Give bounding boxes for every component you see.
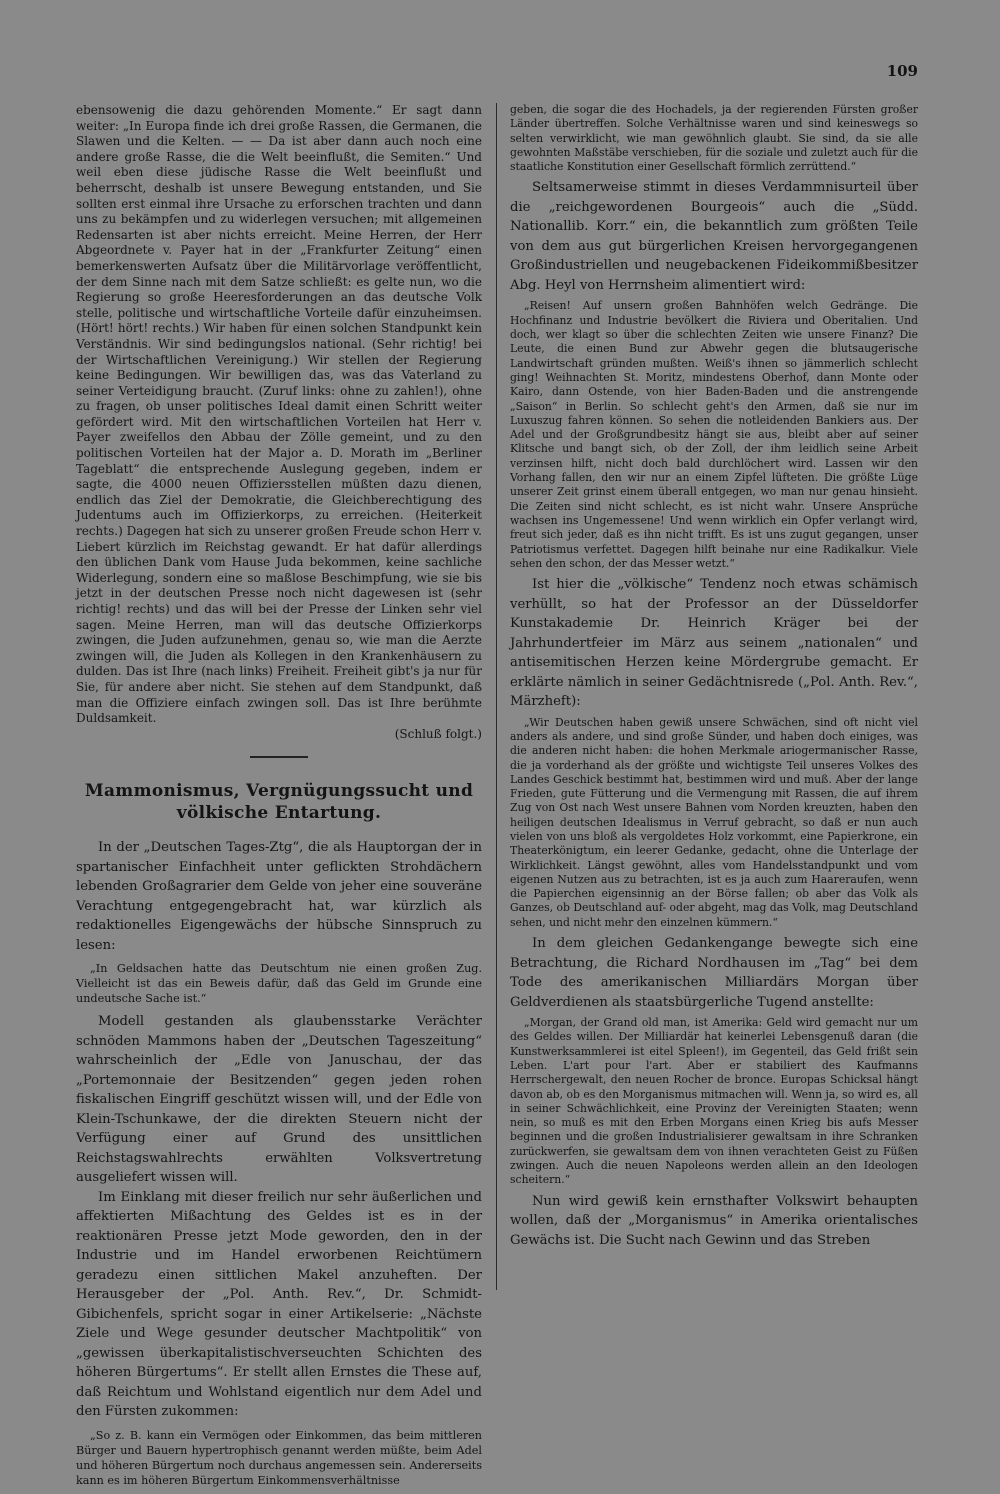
paragraph: In dem gleichen Gedankengange bewegte sich eine Betrachtung, die Richard Nordhausen im „Tag“ bei dem Tode des amerikanischen Milliardärs Morgan über Geldverdienen als staatsbürgerliche Tugend anstellte:: [510, 936, 918, 1010]
article-headline: Mammonismus, Vergnügungssucht und völkische Entartung.: [84, 781, 474, 824]
continuation-note: (Schluß folgt.): [394, 726, 482, 741]
separator-rule: [250, 756, 308, 758]
block-quote: geben, die sogar die des Hochadels, ja der regierenden Fürsten großer Länder übertreffen. Solche Verhältnisse waren und sind keineswegs so selten verwirklicht, wie man gewöhnlich glaubt. Sie sind, da sie alle gewohnten Maßstäbe verschieben, für die soziale und zuletzt auch für die staatliche Konstitution einer Gesellschaft förmlich zerrüttend.“: [510, 103, 918, 174]
block-quote: „Morgan, der Grand old man, ist Amerika: Geld wird gemacht nur um des Geldes willen. Der Milliardär hat keinerlei Lebensgenuß daran (die Kunstwerksammlerei ist eitel Spleen!), im Gegenteil, das Geld frißt sein Leben. L'art pour l'art. Aber er stabiliert des Kaufmanns Herrschergewalt, den neuen Rocher de bronce. Europas Schicksal hängt davon ab, ob es den Morganismus mitmachen will. Wenn ja, so wird es, all in seiner Schwächlichkeit, eine Provinz der Vereinigten Staaten; wenn nein, so muß es mit den Erben Morgans einen Krieg bis aufs Messer beginnen und die großen Industrialisierer gewaltsam in ihre Schranken zurückwerfen, sie gewaltsam dem von ihnen verachteten Geist zu Füßen zwingen. Auch die neuen Napoleons werden allein an den Ideologen scheitern.“: [510, 1016, 918, 1187]
block-quote: „In Geldsachen hatte das Deutschtum nie einen großen Zug. Vielleicht ist das ein Beweis dafür, daß das Geld im Grunde eine undeutsche Sache ist.“: [76, 962, 482, 1006]
block-quote: „Reisen! Auf unsern großen Bahnhöfen welch Gedränge. Die Hochfinanz und Industrie bevölkert die Riviera und Oberitalien. Und doch, wer klagt so über die schlechten Zeiten wie unsere Finanz? Die Leute, die einen Bund zur Abwehr gegen die blutsaugerische Landwirtschaft gründen mußten. Weiß's ihnen so jämmerlich schlecht ging! Weihnachten St. Moritz, mindestens Oberhof, dann Monte oder Kairo, dann Ostende, von hier Baden-Baden und die anstrengende „Saison“ in Berlin. So schlecht geht's den Armen, daß sie nur im Luxuszug fahren können. So sehen die notleidenden Bankiers aus. Der Adel und der Großgrundbesitz hängt sie aus, bleibt aber auf seiner Klitsche und bangt sich, ob der Zoll, der ihm leidlich seine Arbeit verzinsen hilft, nicht doch bald durchlöchert wird. Lassen wir den Vorhang fallen, den wir nur an einem Zipfel lüfteten. Die größte Lüge unserer Zeit grinst einem überall entgegen, wo man nur genau hinsieht. Die Zeiten sind nicht schlecht, es ist nicht wahr. Unsere Ansprüche wachsen ins Ungemessene! Und wenn wirklich ein Opfer verlangt wird, freut sich jeder, daß es ihn nicht trifft. Es ist uns zugut gegangen, unser Patriotismus verfettet. Dagegen hilft beinahe nur eine Radikalkur. Viele sehen den schon, der das Messer wetzt.“: [510, 299, 918, 570]
paragraph: In der „Deutschen Tages-Ztg“, die als Hauptorgan der in spartanischer Einfachheit unter geflickten Strohdächern lebenden Großagrarier dem Gelde von jeher eine souveräne Verachtung entgegengebracht hat, war kürzlich als redaktionelles Eigengewächs der hübsche Sinnspruch zu lesen:: [76, 840, 482, 953]
paragraph: Modell gestanden als glaubensstarke Verächter schnöden Mammons haben der „Deutschen Tageszeitung“ wahrscheinlich der „Edle von Januschau, der das „Portemonnaie der Besitzenden“ gegen jeden rohen fiskalischen Eingriff geschützt wissen will, und der Edle von Klein-Tschunkawe, der die direkten Steuern nicht der Verfügung einer auf Grund des unsittlichen Reichstagswahlrechts erwählten Volksvertretung ausgeliefert wissen will.: [76, 1014, 482, 1186]
block-quote: „So z. B. kann ein Vermögen oder Einkommen, das beim mittleren Bürger und Bauern hypertrophisch genannt werden müßte, beim Adel und höheren Bürgertum noch durchaus angemessen sein. Andererseits kann es im höheren Bürgertum Einkommensverhältnisse: [76, 1428, 482, 1487]
paragraph: Ist hier die „völkische“ Tendenz noch etwas schämisch verhüllt, so hat der Professor an der Düsseldorfer Kunstakademie Dr. Heinrich Kräger bei der Jahrhundertfeier im März aus seinem „nationalen“ und antisemitischen Herzen keine Mördergrube gemacht. Er erklärte nämlich in seiner Gedächtnisrede („Pol. Anth. Rev.“, Märzheft):: [510, 577, 918, 710]
paragraph: Nun wird gewiß kein ernsthafter Volkswirt behaupten wollen, daß der „Morganismus“ in Amerika orientalisches Gewächs ist. Die Sucht nach Gewinn und das Streben: [510, 1193, 918, 1248]
paragraph: ebensowenig die dazu gehörenden Momente.“ Er sagt dann weiter: „In Europa finde ich drei große Rassen, die Germanen, die Slawen und die Kelten. — — Da ist aber dann auch noch eine andere große Rasse, die die Welt beeinflußt, die Semiten.“ Und weil eben diese jüdische Rasse die Welt beeinflußt und beherrscht, deshalb ist unsere Bewegung entstanden, und Sie sollten erst einmal ihre Ursache zu erforschen trachten und dann uns zu bekämpfen und zu widerlegen versuchen; mit allgemeinen Redensarten ist aber nichts erreicht. Meine Herren, der Herr Abgeordnete v. Payer hat in der „Frankfurter Zeitung“ einen bemerkenswerten Aufsatz über die Militärvorlage veröffentlicht, der dem Sinne nach mit dem Satze schließt: es gelte nun, wo die Regierung so große Heeresforderungen an das deutsche Volk stelle, politische und wirtschaftliche Vorteile dafür einzuheimsen. (Hört! hört! rechts.) Wir haben für einen solchen Standpunkt kein Verständnis. Wir sind bedingungslos national. (Sehr richtig! bei der Wirtschaftlichen Vereinigung.) Wir stellen der Regierung keine Bedingungen. Wir bewilligen das, was das Vaterland zu seiner Verteidigung braucht. (Zuruf links: ohne zu zahlen!), ohne zu fragen, ob unser politisches Ideal damit einen Schritt weiter gefördert wird. Mit den wirtschaftlichen Vorteilen hat Herr v. Payer zweifellos den Abbau der Zölle gemeint, und zu den politischen Vorteilen hat der Major a. D. Morath im „Berliner Tageblatt“ die entsprechende Auslegung gegeben, indem er sagte, die 4000 neuen Offiziersstellen müßten dazu dienen, endlich das Ziel der Demokratie, die Gleichberechtigung des Judentums auch im Offizierkorps, zu erreichen. (Heiterkeit rechts.) Dagegen hat sich zu unserer großen Freude schon Herr v. Liebert kürzlich im Reichstag gewandt. Er hat dafür allerdings den üblichen Dank vom Hause Juda bekommen, keine sachliche Widerlegung, sondern eine so maßlose Beschimpfung, wie sie bis jetzt in der deutschen Presse noch nicht dagewesen ist (sehr richtig! rechts) und das will bei der Presse der Linken sehr viel sagen. Meine Herren, man will das deutsche Offizierkorps zwingen, die Juden aufzunehmen, genau so, wie man die Aerzte zwingen will, die Juden als Kollegen in den Krankenhäusern zu dulden. Das ist Ihre (nach links) Freiheit. Freiheit gibt's ja nur für Sie, für andere aber nicht. Sie stehen auf dem Standpunkt, daß man die Offiziere einfach zwingen soll. Das ist Ihre berühmte Duldsamkeit.: [76, 103, 482, 726]
left-column: [76, 103, 482, 1494]
block-quote: „Wir Deutschen haben gewiß unsere Schwächen, sind oft nicht viel anders als andere, und sind große Sünder, und haben doch einiges, was die anderen nicht haben: die hohen Merkmale ariogermanischer Rasse, die ja vorderhand als der größte und wichtigste Teil unseres Volkes des Landes Geschick bestimmt hat, bestimmen wird und muß. Aber der lange Frieden, gute Fütterung und die Vermengung mit Rassen, die auf ihrem Zug von Ost nach West unsere Bahnen vom Norden kreuzten, haben den heiligen deutschen Idealismus in Verruf gebracht, so daß er nun auch vielen von uns bloß als vergoldetes Holz vorkommt, eine Papierkrone, ein Theaterkönigtum, ein leerer Gedanke, gedacht, ohne die Unterlage der Wirklichkeit. Längst gewöhnt, alles vom Handelsstandpunkt und vom eigenen Nutzen aus zu betrachten, ist es ja auch zum Haareraufen, wenn die Papierchen eigensinnig an der Börse fallen; ob aber das Volk als Ganzes, ob Deutschland auf- oder abgeht, mag das Volk, mag Deutschland sehen, und nicht mehr den einzelnen kümmern.“: [510, 715, 918, 929]
paragraph: Im Einklang mit dieser freilich nur sehr äußerlichen und affektierten Mißachtung des Geldes ist es in der reaktionären Presse jetzt Mode geworden, den in der Industrie und im Handel erworbenen Reichtümern geradezu einen sittlichen Makel anzuheften. Der Herausgeber der „Pol. Anth. Rev.“, Dr. Schmidt-Gibichenfels, spricht sogar in einer Artikelserie: „Nächste Ziele und Wege gesunder deutscher Machtpolitik“ von „gewissen überkapitalistischverseuchten Schichten des höheren Bürgertums“. Er stellt allen Ernstes die These auf, daß Reichtum und Wohlstand eigentlich nur dem Adel und den Fürsten zukommen:: [76, 1189, 482, 1420]
paragraph: Seltsamerweise stimmt in dieses Verdammnisurteil über die „reichgewordenen Bourgeois“ auch die „Südd. Nationallib. Korr.“ ein, die bekanntlich zum größten Teile von dem aus gut bürgerlichen Kreisen hervorgegangenen Großindustriellen und neugebackenen Fideikommißbesitzer Abg. Heyl von Herrnsheim alimentiert wird:: [510, 180, 918, 293]
right-column: [510, 103, 918, 1250]
page-number: 109: [886, 62, 918, 80]
column-rule: [496, 103, 497, 1290]
